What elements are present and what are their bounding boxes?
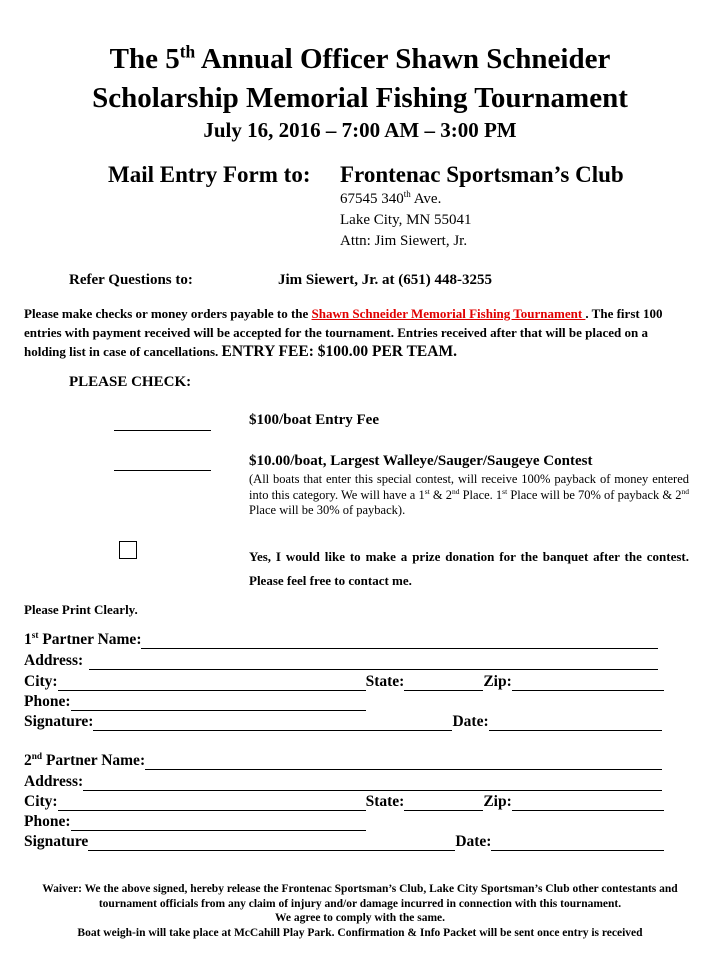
- waiver-line-3: Boat weigh-in will take place at McCahill Play Park. Confirmation & Info Packet will be sent once entry is received: [77, 926, 643, 939]
- partner1-phone-row: [24, 691, 366, 711]
- partner1-phone-field[interactable]: [71, 696, 367, 711]
- contest-check-line[interactable]: [114, 454, 211, 471]
- partner2-city-field[interactable]: [58, 796, 366, 811]
- waiver-text: [20, 882, 700, 940]
- print-clearly-note: Please Print Clearly.: [24, 602, 138, 617]
- title-line-2: Scholarship Memorial Fishing Tournament: [92, 82, 628, 114]
- partner2-state-field[interactable]: [404, 796, 483, 811]
- partner1-date-field[interactable]: [489, 716, 662, 731]
- partner1-zip-field[interactable]: [512, 676, 664, 691]
- partner1-city-row: [24, 671, 664, 691]
- partner1-name-field[interactable]: [141, 634, 658, 649]
- partner1-address-field[interactable]: [89, 655, 658, 670]
- questions-contact: Jim Siewert, Jr. at (651) 448-3255: [278, 272, 492, 288]
- waiver-line-1: Waiver: We the above signed, hereby release the Frontenac Sportsman’s Club, Lake City Sportsman’s Club other contestants and tournament officials from any claim of injury and/or damage incurred in connection with this tournament.: [42, 883, 678, 910]
- questions-label: Refer Questions to:: [69, 272, 193, 288]
- club-name: Frontenac Sportsman’s Club: [340, 162, 624, 187]
- waiver-line-2: We agree to comply with the same.: [274, 912, 446, 924]
- mail-city: Lake City, MN 55041: [340, 212, 472, 228]
- entry-fee-option: $100/boat Entry Fee: [249, 412, 379, 428]
- partner1-address-row: [24, 650, 658, 670]
- event-date: July 16, 2016 – 7:00 AM – 3:00 PM: [203, 118, 517, 142]
- partner1-state-label: State:: [365, 673, 405, 690]
- contest-option-heading: $10.00/boat, Largest Walleye/Sauger/Saugeye Contest: [249, 453, 593, 469]
- contest-description: (All boats that enter this special contest, will receive 100% payback of money entered into this category. We will have a 1st & 2nd Place. 1st Place will be 70% of payback & 2nd Place will be 30% of payback).: [249, 472, 689, 517]
- partner2-name-row: [24, 750, 662, 770]
- partner2-date-label: Date:: [455, 833, 492, 850]
- partner1-phone-label: Phone:: [24, 693, 71, 710]
- partner2-signature-field[interactable]: [88, 836, 455, 851]
- mail-attn: Attn: Jim Siewert, Jr.: [340, 233, 468, 249]
- entry-fee-check-line[interactable]: [114, 414, 211, 431]
- partner2-date-field[interactable]: [491, 836, 664, 851]
- partner1-signature-field[interactable]: [93, 716, 452, 731]
- partner1-signature-label: Signature:: [24, 713, 94, 730]
- partner1-address-label: Address:: [24, 652, 84, 669]
- partner2-phone-field[interactable]: [71, 816, 367, 831]
- partner1-state-field[interactable]: [404, 676, 483, 691]
- payment-paragraph: Please make checks or money orders payable to the Shawn Schneider Memorial Fishing Tournament . The first 100 entries with payment received will be accepted for the tournament. Entries received after that will be placed on a holding list in case of cancellations. ENTRY FEE: $100.00 PER TEAM.: [24, 306, 663, 360]
- partner2-phone-row: [24, 811, 366, 831]
- partner1-name-label: 1st Partner Name:: [24, 630, 142, 648]
- partner2-phone-label: Phone:: [24, 813, 71, 830]
- please-check-heading: PLEASE CHECK:: [69, 374, 192, 390]
- partner1-city-label: City:: [24, 673, 58, 690]
- donation-checkbox[interactable]: [119, 541, 137, 559]
- partner2-address-row: [24, 771, 662, 791]
- partner1-zip-label: Zip:: [483, 673, 512, 690]
- partner1-city-field[interactable]: [58, 676, 366, 691]
- partner2-name-label: 2nd Partner Name:: [24, 751, 146, 769]
- partner2-city-row: [24, 791, 664, 811]
- partner1-date-label: Date:: [452, 713, 489, 730]
- partner2-address-label: Address:: [24, 773, 84, 790]
- partner2-zip-field[interactable]: [512, 796, 664, 811]
- mail-label: Mail Entry Form to:: [108, 162, 311, 187]
- mail-street: 67545 340th Ave.: [340, 189, 442, 207]
- partner2-signature-row: [24, 831, 664, 851]
- partner2-state-label: State:: [365, 793, 405, 810]
- partner2-zip-label: Zip:: [483, 793, 512, 810]
- partner1-name-row: [24, 629, 658, 649]
- partner2-name-field[interactable]: [145, 755, 662, 770]
- payee-link: Shawn Schneider Memorial Fishing Tournament: [311, 306, 586, 321]
- partner1-signature-row: [24, 711, 662, 731]
- entry-fee: ENTRY FEE: $100.00 PER TEAM.: [221, 343, 457, 360]
- partner2-city-label: City:: [24, 793, 58, 810]
- partner2-signature-label: Signature: [24, 833, 89, 850]
- partner2-address-field[interactable]: [83, 776, 662, 791]
- title-line-1: The 5th Annual Officer Shawn Schneider: [109, 41, 611, 75]
- donation-option: Yes, I would like to make a prize donation for the banquet after the contest. Please feel free to contact me.: [249, 549, 689, 588]
